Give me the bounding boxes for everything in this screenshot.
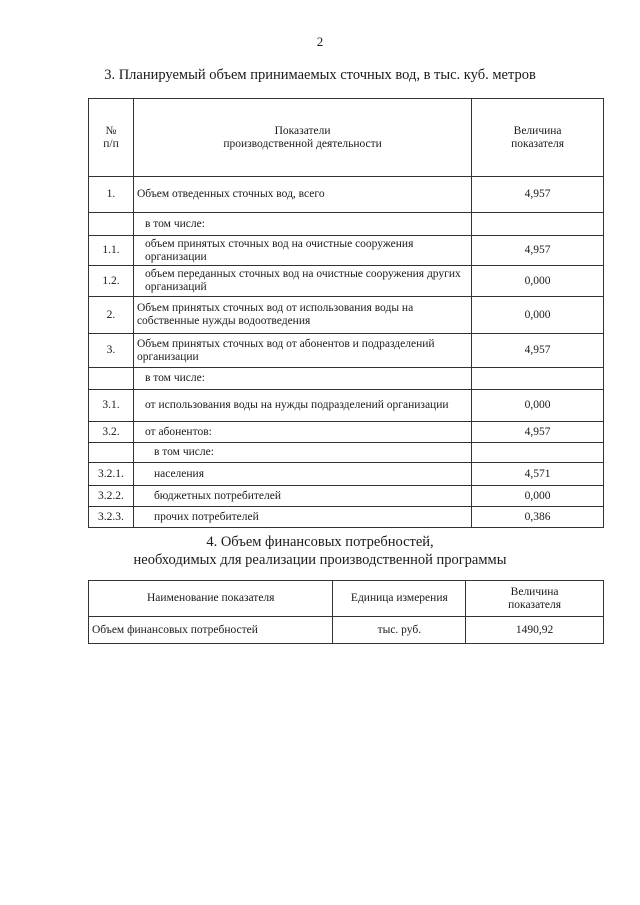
- page-number: 2: [316, 34, 324, 49]
- section-4-title-line1: 4. Объем финансовых потребностей,: [206, 534, 434, 550]
- table-row: [89, 266, 604, 297]
- wastewater-volume-table: [88, 98, 604, 528]
- row-number: 1.1.: [89, 236, 134, 266]
- row-name: в том числе:: [133, 213, 471, 236]
- row-number: [89, 213, 134, 236]
- row-name: от абонентов:: [133, 422, 471, 443]
- row-value: [472, 443, 604, 463]
- table-row: [89, 422, 604, 443]
- row-value: 4,957: [472, 334, 604, 368]
- table-row: [89, 390, 604, 422]
- row-number: 3.1.: [89, 390, 134, 422]
- table-row: [89, 177, 604, 213]
- row-value: 0,000: [472, 297, 604, 334]
- row-number: 3.2.: [89, 422, 134, 443]
- table-row: [89, 334, 604, 368]
- row-number: 1.: [89, 177, 134, 213]
- header-indicator: Показатели производственной деятельности: [133, 99, 471, 177]
- row-name: прочих потребителей: [133, 507, 471, 528]
- table-row: [89, 213, 604, 236]
- row-name: Объем финансовых потребностей: [89, 617, 333, 644]
- row-name: Объем принятых сточных вод от использования воды на собственные нужды водоотведения: [133, 297, 471, 334]
- header-value: Величина показателя: [466, 581, 604, 617]
- table-row: [89, 617, 604, 644]
- row-value: [472, 213, 604, 236]
- row-number: 3.2.3.: [89, 507, 134, 528]
- row-value: 4,957: [472, 422, 604, 443]
- table-row: [89, 486, 604, 507]
- financial-needs-table: [88, 580, 604, 644]
- row-unit: тыс. руб.: [333, 617, 466, 644]
- row-number: 3.: [89, 334, 134, 368]
- section-4-title-line2: необходимых для реализации производственной программы: [133, 552, 507, 568]
- row-value: 0,000: [472, 390, 604, 422]
- row-value: 0,000: [472, 486, 604, 507]
- row-name: Объем принятых сточных вод от абонентов и подразделений организации: [133, 334, 471, 368]
- row-number: 2.: [89, 297, 134, 334]
- row-value: 1490,92: [466, 617, 604, 644]
- row-value: 4,957: [472, 236, 604, 266]
- table-header-row: [89, 99, 604, 177]
- header-indicator-name: Наименование показателя: [89, 581, 333, 617]
- header-value: Величина показателя: [472, 99, 604, 177]
- row-number: [89, 443, 134, 463]
- section-3-title: 3. Планируемый объем принимаемых сточных вод, в тыс. куб. метров: [104, 67, 536, 83]
- row-value: [472, 368, 604, 390]
- row-value: 0,386: [472, 507, 604, 528]
- row-name: населения: [133, 463, 471, 486]
- row-name: в том числе:: [133, 368, 471, 390]
- row-name: объем принятых сточных вод на очистные сооружения организации: [133, 236, 471, 266]
- row-value: 4,957: [472, 177, 604, 213]
- table-row: [89, 297, 604, 334]
- row-number: [89, 368, 134, 390]
- table-row: [89, 507, 604, 528]
- table-row: [89, 463, 604, 486]
- header-number: № п/п: [89, 99, 134, 177]
- row-name: бюджетных потребителей: [133, 486, 471, 507]
- row-name: объем переданных сточных вод на очистные сооружения других организаций: [133, 266, 471, 297]
- row-number: 1.2.: [89, 266, 134, 297]
- row-number: 3.2.1.: [89, 463, 134, 486]
- row-name: от использования воды на нужды подразделений организации: [133, 390, 471, 422]
- header-unit: Единица измерения: [333, 581, 466, 617]
- row-value: 0,000: [472, 266, 604, 297]
- table-row: [89, 443, 604, 463]
- table-header-row: [89, 581, 604, 617]
- table-row: [89, 236, 604, 266]
- row-name: Объем отведенных сточных вод, всего: [133, 177, 471, 213]
- row-name: в том числе:: [133, 443, 471, 463]
- row-number: 3.2.2.: [89, 486, 134, 507]
- table-row: [89, 368, 604, 390]
- section-4-title: [0, 533, 640, 569]
- row-value: 4,571: [472, 463, 604, 486]
